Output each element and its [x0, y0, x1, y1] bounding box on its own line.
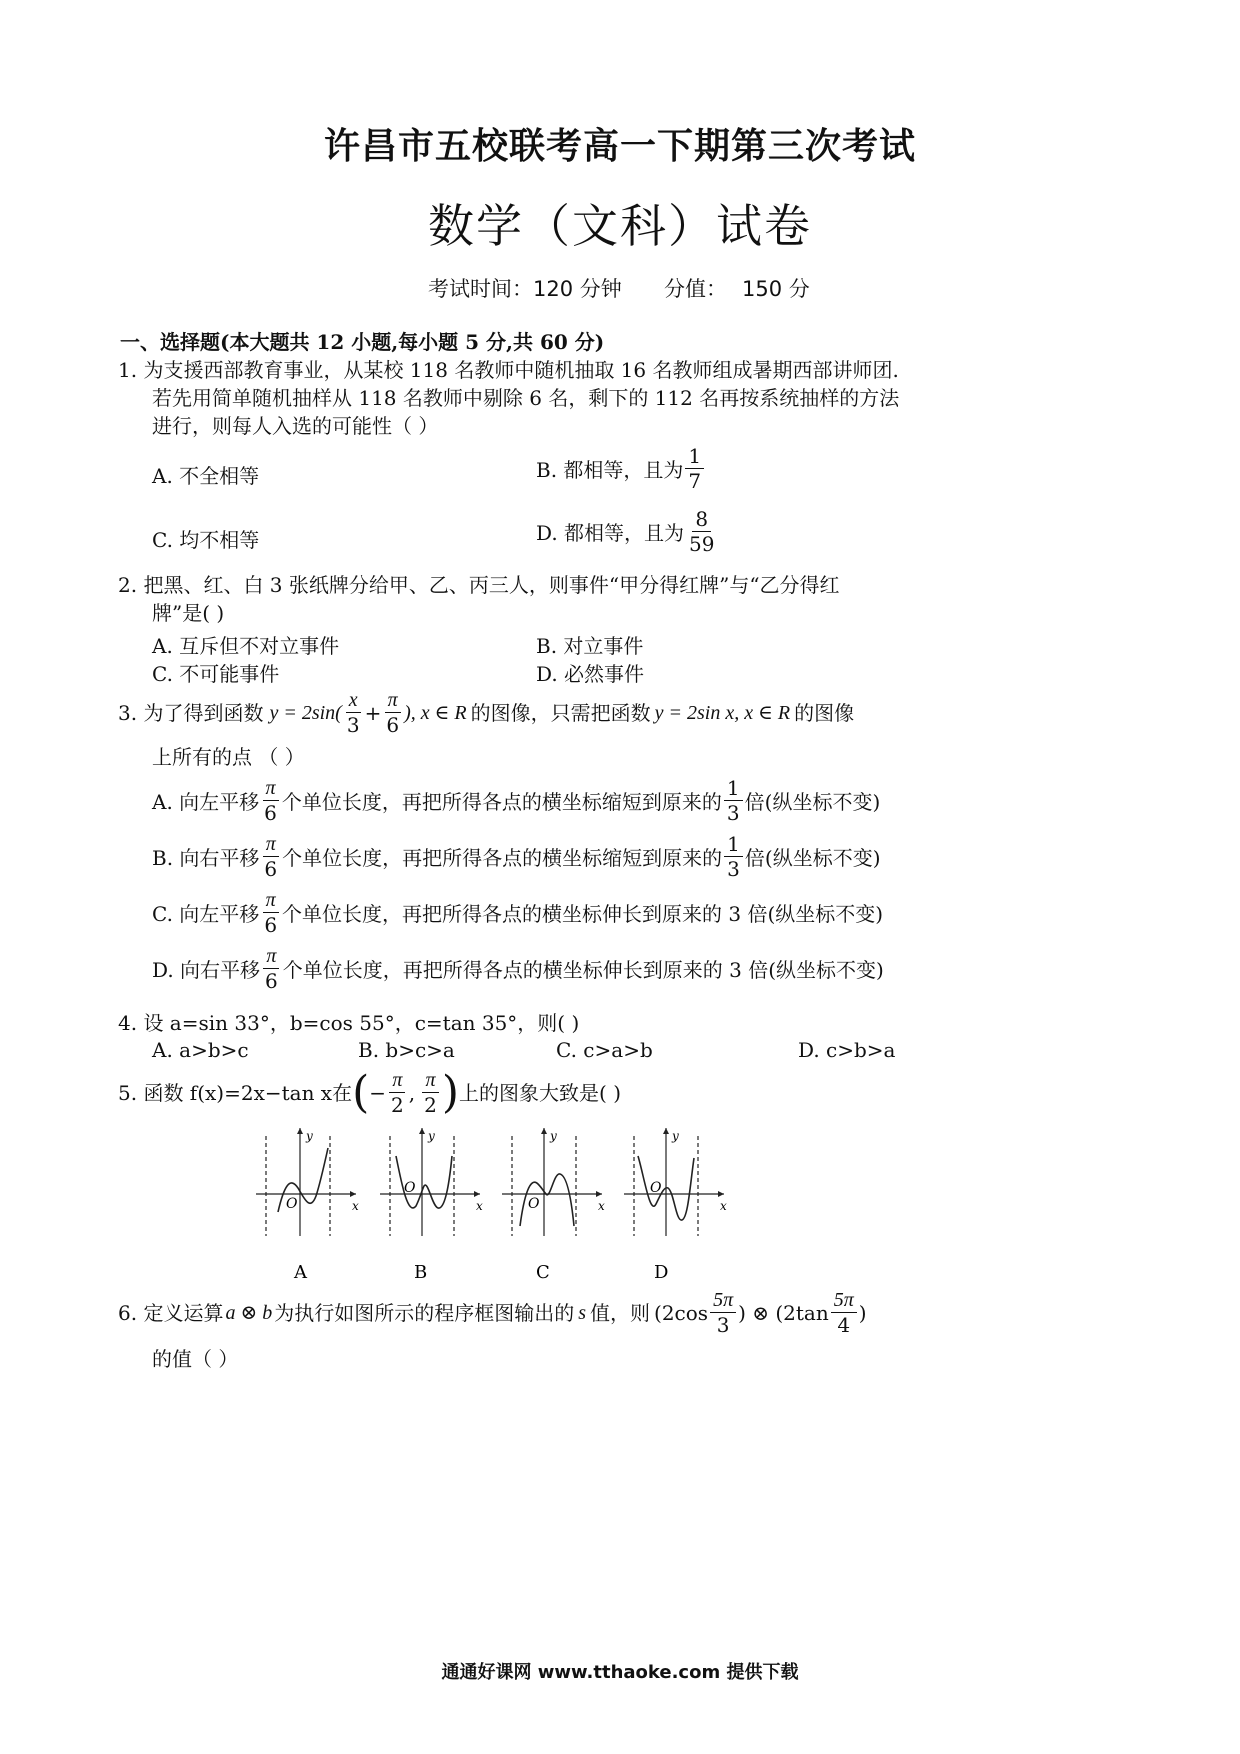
graph-label: A — [294, 1262, 307, 1283]
q4-option-d: D. c>b>a — [798, 1038, 896, 1062]
q3-option-b-mid: 个单位长度，再把所得各点的横坐标缩短到原来的 — [282, 846, 723, 870]
axis-y-label: y — [306, 1129, 313, 1143]
q2-line1: 2. 把黑、红、白 3 张纸牌分给甲、乙、丙三人，则事件“甲分得红牌”与“乙分得红 — [118, 573, 840, 597]
q5-graphs — [256, 1126, 736, 1286]
origin-label: O — [528, 1196, 540, 1212]
q3-mid: 的图像，只需把函数 — [470, 700, 651, 725]
frac-den: 3 — [716, 1313, 730, 1337]
q4-line1: 4. 设 a=sin 33°，b=cos 55°，c=tan 35°，则( ) — [118, 1011, 580, 1035]
frac-num: x — [346, 690, 361, 713]
q5-line1 — [118, 1066, 621, 1118]
pi-over-6 — [262, 946, 281, 991]
q1-option-d-fraction — [686, 509, 717, 554]
frac-num: 8 — [692, 509, 711, 532]
q3-func1-frac1 — [344, 690, 363, 735]
q3-suffix: 的图像 — [794, 700, 855, 725]
frac-den: 7 — [688, 469, 702, 493]
q6-line2: 的值（ ） — [152, 1347, 239, 1371]
frac-den: 2 — [391, 1093, 404, 1117]
five-pi-over-3 — [710, 1290, 736, 1335]
q6-expr-b: ) ⊗ (2tan — [738, 1300, 829, 1325]
frac-num: 1 — [685, 446, 704, 469]
q1-line3: 进行，则每人入选的可能性（ ） — [152, 414, 439, 438]
axis-y-label: y — [672, 1129, 679, 1143]
frac-num: π — [389, 1070, 405, 1093]
one-third — [724, 834, 743, 879]
q4-option-c: C. c>a>b — [556, 1038, 653, 1062]
frac-den: 59 — [689, 532, 715, 556]
q3-option-a-suffix: 倍(纵坐标不变) — [744, 790, 881, 814]
q2-line2: 牌”是( ) — [152, 601, 225, 625]
q3-line2: 上所有的点 （ ） — [152, 745, 305, 769]
q5-prefix: 5. 函数 f(x)=2x−tan x在 — [118, 1080, 353, 1105]
frac-den: 3 — [346, 713, 360, 737]
frac-den: 6 — [386, 713, 400, 737]
origin-label: O — [286, 1196, 298, 1212]
axis-y-label: y — [428, 1129, 435, 1143]
q1-option-b-text: B. 都相等，且为 — [536, 458, 684, 482]
q3-option-c-prefix: C. 向左平移 — [152, 902, 260, 926]
q3-option-d-prefix: D. 向右平移 — [152, 958, 261, 982]
exam-title: 许昌市五校联考高一下期第三次考试 — [323, 126, 916, 167]
origin-label: O — [650, 1180, 662, 1196]
q3-line1 — [118, 690, 854, 735]
pi-over-2-right — [421, 1070, 440, 1115]
graph-label: C — [536, 1262, 550, 1283]
q6-expr-c: ) — [858, 1300, 867, 1325]
frac-den: 3 — [727, 857, 740, 881]
q3-option-d-rest: 个单位长度，再把所得各点的横坐标伸长到原来的 3 倍(纵坐标不变) — [282, 958, 884, 982]
exam-subtitle: 数学（文科）试卷 — [428, 199, 812, 253]
frac-num: 1 — [724, 778, 743, 801]
frac-num: 1 — [724, 834, 743, 857]
q2-option-d: D. 必然事件 — [536, 662, 645, 686]
frac-num: π — [422, 1070, 438, 1093]
frac-num: 5π — [710, 1290, 736, 1313]
pi-over-2-left — [388, 1070, 407, 1115]
q3-func1-a: y = 2sin( — [269, 701, 342, 724]
q6-mid2: 值，则 — [590, 1300, 651, 1325]
q5-suffix: 上的图象大致是( ) — [459, 1080, 621, 1105]
graph-d — [624, 1128, 727, 1283]
frac-den: 4 — [837, 1313, 851, 1337]
q1-option-d — [536, 509, 720, 554]
graph-label: D — [654, 1262, 669, 1283]
frac-num: π — [263, 946, 279, 969]
q1-option-b-fraction — [685, 446, 704, 491]
left-paren: ( — [352, 1066, 370, 1118]
frac-num: π — [263, 890, 279, 913]
q1-line1: 1. 为支援西部教育事业，从某校 118 名教师中随机抽取 16 名教师组成暑期西部讲师团. — [118, 358, 899, 382]
graph-c — [502, 1128, 605, 1283]
origin-label: O — [404, 1180, 416, 1196]
one-third — [724, 778, 743, 823]
q4-option-b: B. b>c>a — [358, 1038, 455, 1062]
q2-option-b: B. 对立事件 — [536, 634, 644, 658]
frac-den: 2 — [424, 1093, 437, 1117]
q3-option-c-rest: 个单位长度，再把所得各点的横坐标伸长到原来的 3 倍(纵坐标不变) — [282, 902, 884, 926]
q1-option-c: C. 均不相等 — [152, 528, 260, 552]
footer-source: 通通好课网 www.tthaoke.com 提供下载 — [441, 1662, 799, 1683]
graph-a — [256, 1128, 359, 1283]
exam-time: 考试时间：120 分钟 — [428, 277, 622, 301]
frac-den: 6 — [264, 913, 278, 937]
frac-num: π — [385, 690, 401, 713]
q3-option-b — [152, 834, 881, 879]
q1-option-b — [536, 446, 706, 491]
q3-func1-frac2 — [383, 690, 402, 735]
frac-num: π — [263, 778, 279, 801]
q6-operator: a ⊗ b — [225, 1301, 273, 1324]
q4-option-a: A. a>b>c — [152, 1038, 249, 1062]
q6-prefix: 6. 定义运算 — [118, 1300, 224, 1325]
q3-option-b-suffix: 倍(纵坐标不变) — [744, 846, 881, 870]
right-paren: ) — [441, 1066, 460, 1118]
score-value: 150 分 — [742, 277, 810, 301]
q6-line1 — [118, 1290, 867, 1335]
interval-comma: , — [408, 1080, 416, 1105]
pi-over-6 — [261, 890, 280, 935]
q2-option-c: C. 不可能事件 — [152, 662, 280, 686]
q1-line2: 若先用简单随机抽样从 118 名教师中剔除 6 名，剩下的 112 名再按系统抽样的方法 — [152, 386, 900, 410]
frac-num: π — [263, 834, 279, 857]
q6-s: s — [578, 1301, 587, 1324]
pi-over-6 — [261, 778, 280, 823]
q3-option-d — [152, 946, 884, 991]
axis-x-label: x — [720, 1199, 727, 1213]
q1-option-d-text: D. 都相等，且为 — [536, 521, 685, 545]
section-title: 一、选择题(本大题共 12 小题,每小题 5 分,共 60 分) — [120, 330, 605, 354]
q3-plus: + — [364, 700, 382, 725]
frac-den: 6 — [264, 801, 277, 825]
q2-option-a: A. 互斥但不对立事件 — [152, 634, 340, 658]
frac-num: 5π — [831, 1290, 857, 1313]
q3-option-a-mid: 个单位长度，再把所得各点的横坐标缩短到原来的 — [281, 790, 722, 814]
q6-mid: 为执行如图所示的程序框图输出的 — [274, 1300, 575, 1325]
axis-x-label: x — [352, 1199, 359, 1213]
q3-func1-b: ), x ∈ R — [404, 701, 467, 724]
frac-den: 3 — [726, 801, 740, 825]
frac-den: 6 — [264, 857, 278, 881]
q3-option-a-prefix: A. 向左平移 — [152, 790, 260, 814]
axis-x-label: x — [598, 1199, 605, 1213]
graph-label: B — [414, 1262, 428, 1283]
q6-expr-a: (2cos — [654, 1300, 709, 1325]
pi-over-6 — [261, 834, 280, 879]
q3-option-b-prefix: B. 向右平移 — [152, 846, 260, 870]
frac-den: 6 — [265, 969, 278, 993]
minus-sign: − — [369, 1080, 387, 1105]
q3-func2: y = 2sin x, x ∈ R — [654, 701, 791, 724]
score-label: 分值： — [664, 277, 727, 301]
axis-x-label: x — [476, 1199, 483, 1213]
graph-b — [380, 1128, 483, 1283]
axis-y-label: y — [550, 1129, 557, 1143]
q3-prefix: 3. 为了得到函数 — [118, 700, 264, 725]
five-pi-over-4 — [831, 1290, 857, 1335]
q1-option-a: A. 不全相等 — [152, 464, 260, 488]
q3-option-a — [152, 778, 880, 823]
q3-option-c — [152, 890, 883, 935]
